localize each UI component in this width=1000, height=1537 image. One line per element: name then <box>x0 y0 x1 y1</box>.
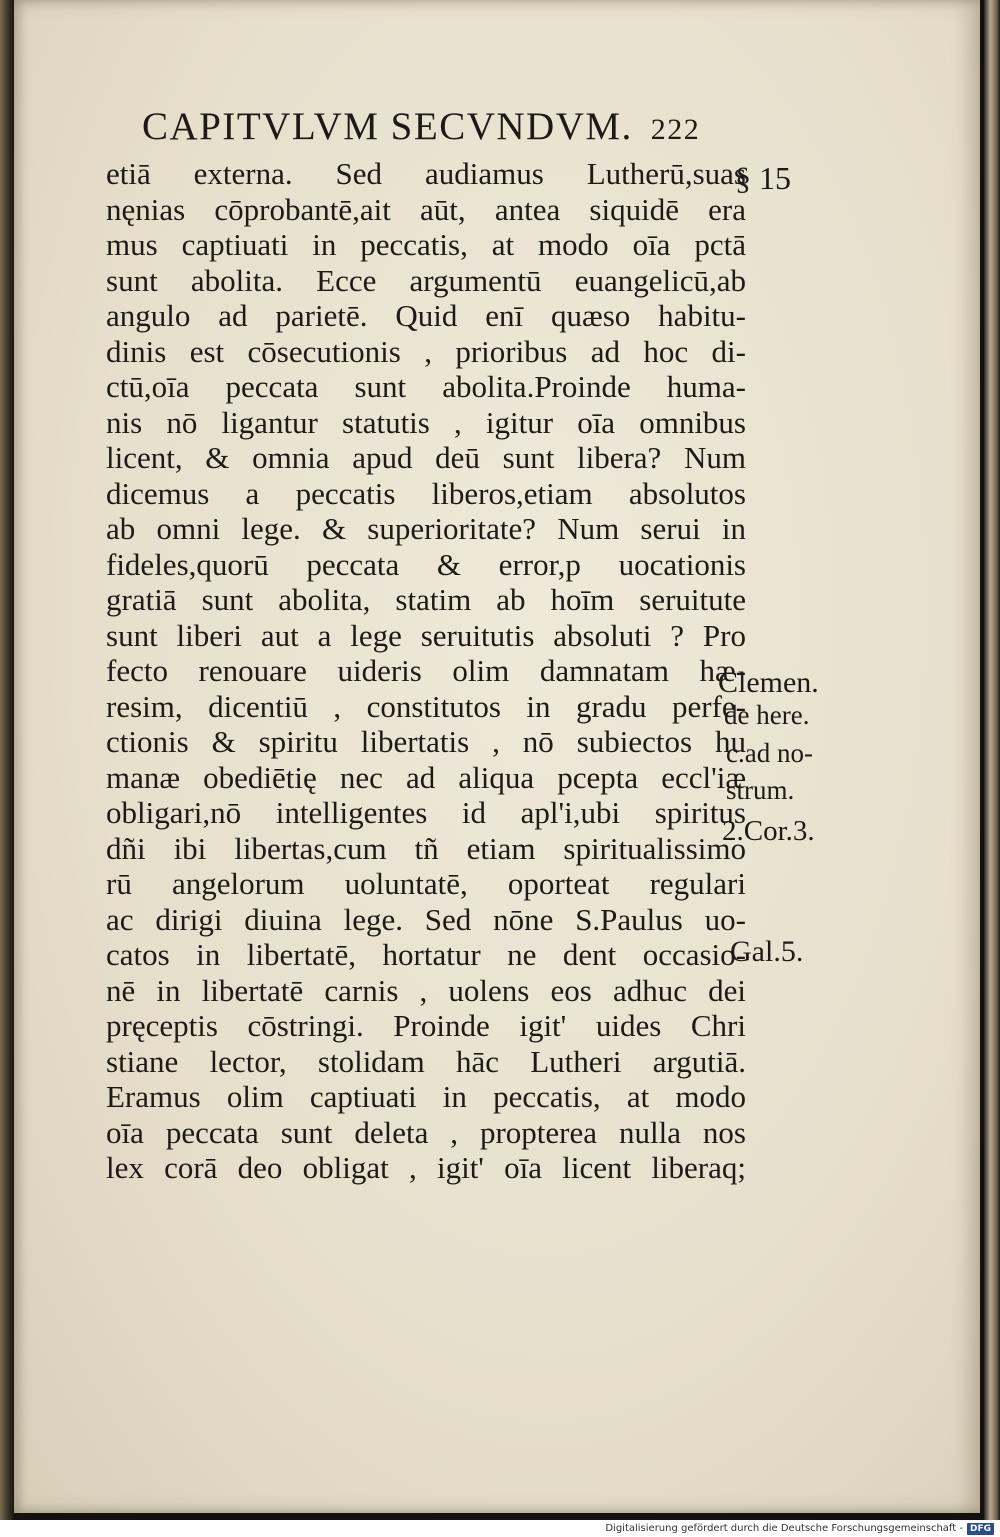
digitization-footer <box>605 1521 994 1536</box>
text-line: sunt liberi aut a lege seruitutis absoluti ? Pro <box>106 617 746 653</box>
text-line: nē in libertatē carnis , uolens eos adhuc dei <box>106 972 746 1008</box>
text-line: dñi ibi libertas,cum tñ etiam spiritualissimo <box>106 830 746 866</box>
dfg-logo-icon: DFG <box>967 1523 994 1535</box>
text-line: rū angelorum uoluntatē, oporteat regulari <box>106 866 746 901</box>
text-line: dinis est cōsecutionis , prioribus ad hoc di- <box>106 333 746 369</box>
text-line: dicemus a peccatis liberos,etiam absolutos <box>106 475 746 511</box>
text-line: fecto renouare uideris olim damnatam hæ- <box>106 653 746 688</box>
margin-note-c-ad-no: c.ad no- <box>726 738 813 768</box>
page-fore-edge <box>984 0 1000 1520</box>
margin-note-clemen: Clemen. <box>718 666 819 699</box>
text-line: etiā externa. Sed audiamus Lutherū,suas <box>106 156 746 191</box>
running-header <box>142 104 762 156</box>
text-line: resim, dicentiū , constitutos in gradu perfe- <box>106 688 746 724</box>
text-line: Eramus olim captiuati in peccatis, at modo <box>106 1079 746 1114</box>
text-line: gratiā sunt abolita, statim ab hoīm seruitute <box>106 582 746 617</box>
text-line: mus captiuati in peccatis, at modo oīa pctā <box>106 227 746 262</box>
margin-note-de-here: de here. <box>724 700 810 730</box>
text-line: obligari,nō intelligentes id apl'i,ubi spiritus <box>106 795 746 830</box>
text-line: nęnias cōprobantē,ait aūt, antea siquidē era <box>106 191 746 227</box>
book-page <box>14 0 980 1513</box>
text-line: ctionis & spiritu libertatis , nō subiectos hu <box>106 724 746 759</box>
margin-note-gal: Gal.5. <box>730 935 804 968</box>
text-line: ac dirigi diuina lege. Sed nōne S.Paulus uo- <box>106 901 746 937</box>
margin-note-cor: 2.Cor.3. <box>722 815 815 847</box>
text-line: ab omni lege. & superioritate? Num serui in <box>106 511 746 546</box>
book-spine-edge <box>0 0 14 1520</box>
text-line: fideles,quorū peccata & error,p uocationis <box>106 546 746 582</box>
margin-note-strum: strum. <box>726 775 795 805</box>
text-line: lex corā deo obligat , igit' oīa licent liberaq; <box>106 1150 746 1185</box>
text-line: stiane lector, stolidam hāc Lutheri argutiā. <box>106 1043 746 1079</box>
text-line: catos in libertatē, hortatur ne dent occasio- <box>106 937 746 972</box>
folio-number: 222 <box>650 113 701 146</box>
footer-credit: Digitalisierung gefördert durch die Deutsche Forschungsgemeinschaft - <box>605 1523 963 1534</box>
text-line: sunt abolita. Ecce argumentū euangelicū,ab <box>106 262 746 298</box>
text-line: manæ obediētię nec ad aliqua pcepta eccl'iæ <box>106 759 746 795</box>
text-line: licent, & omnia apud deū sunt libera? Num <box>106 440 746 475</box>
text-line: nis nō ligantur statutis , igitur oīa omnibus <box>106 404 746 440</box>
margin-note-section: § 15 <box>735 160 791 196</box>
running-title: CAPITVLVM SECVNDVM. <box>142 105 633 148</box>
body-text <box>106 156 746 1186</box>
text-line: ctū,oīa peccata sunt abolita.Proinde huma- <box>106 369 746 404</box>
text-line: oīa peccata sunt deleta , propterea nulla nos <box>106 1114 746 1150</box>
text-line: angulo ad parietē. Quid enī quæso habitu- <box>106 298 746 333</box>
text-line: pręceptis cōstringi. Proinde igit' uides Chri <box>106 1008 746 1043</box>
